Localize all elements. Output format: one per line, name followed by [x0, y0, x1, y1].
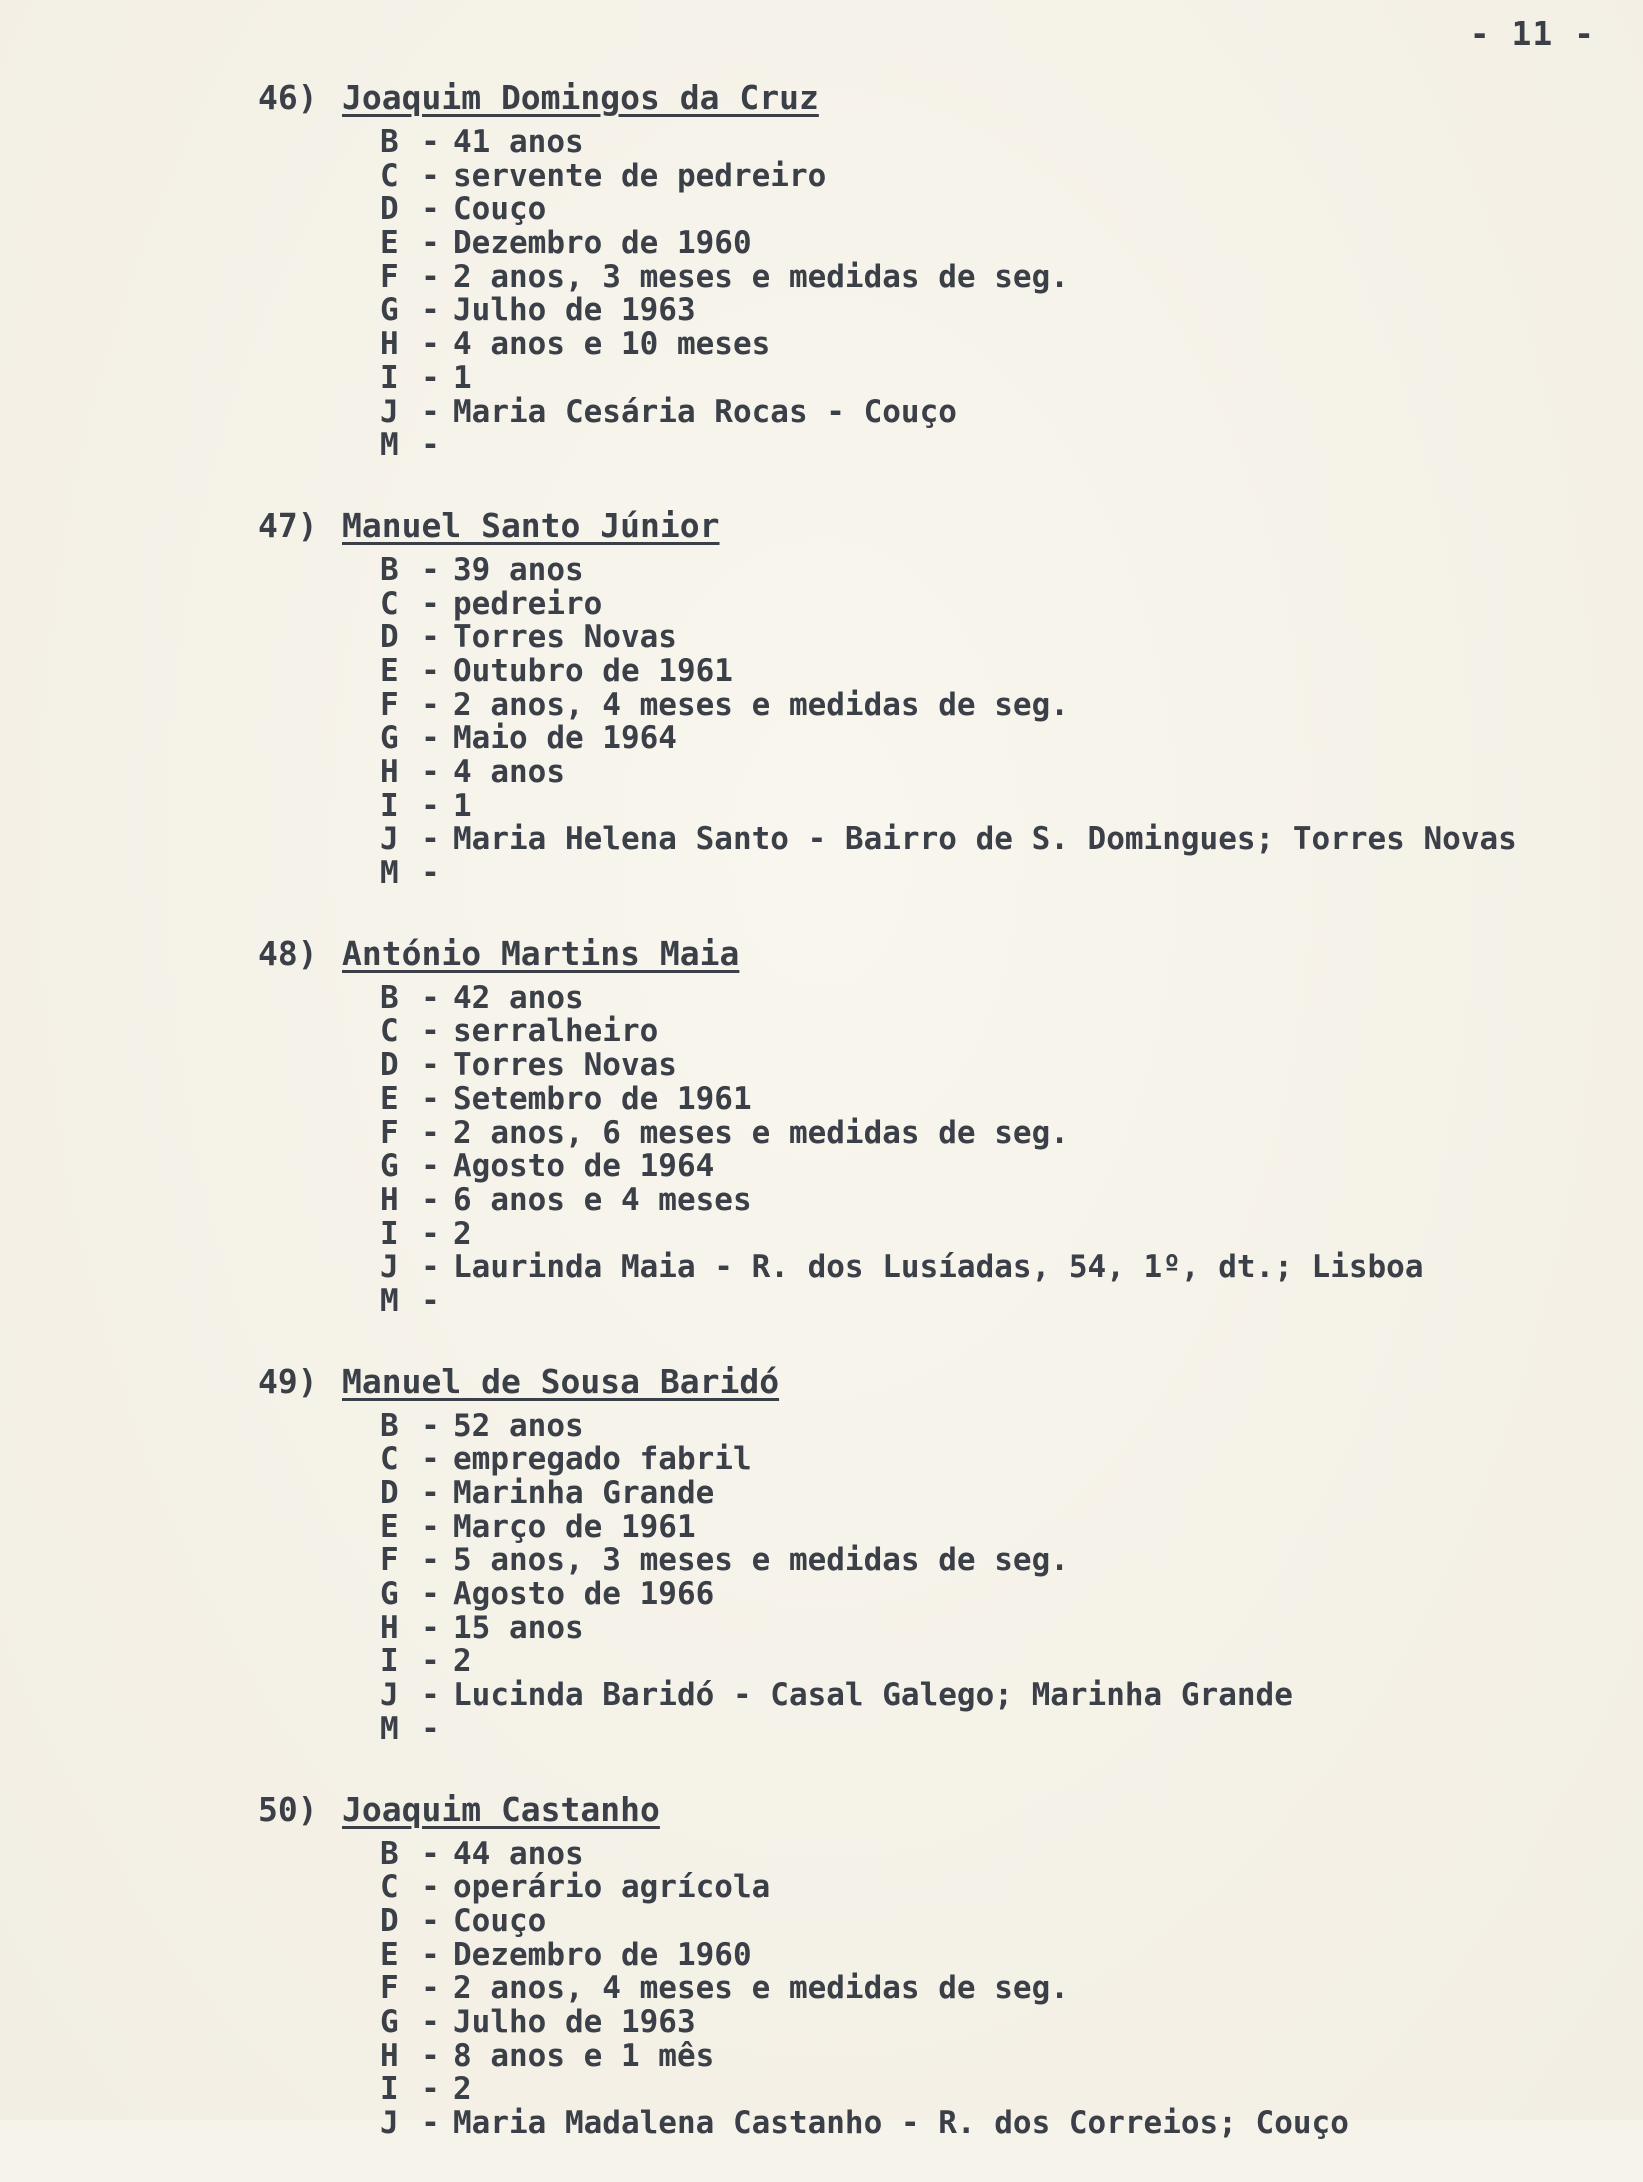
field-value: 4 anos e 10 meses	[453, 326, 771, 363]
field-row	[380, 722, 1517, 756]
field-letter: D	[380, 619, 399, 656]
field-dash: -	[421, 1643, 440, 1680]
field-dash: -	[421, 157, 440, 194]
entry-number: 47)	[258, 505, 318, 545]
field-dash: -	[421, 1114, 440, 1151]
entry-list	[0, 76, 1517, 2182]
field-letter: I	[380, 1215, 399, 1252]
field-dash: -	[421, 619, 440, 656]
field-value: 2	[453, 2071, 472, 2108]
field-letter: M	[380, 427, 399, 464]
field-letter: J	[380, 1249, 399, 1286]
field-value: 2 anos, 4 meses e medidas de seg.	[453, 1970, 1069, 2007]
field-row	[380, 1679, 1517, 1713]
field-dash: -	[421, 1407, 440, 1444]
entry-number: 46)	[258, 78, 318, 117]
field-row	[380, 621, 1517, 655]
field-row	[380, 2073, 1517, 2107]
field-row	[380, 979, 1517, 1016]
field-value: Maria Helena Santo - Bairro de S. Domingues; Torres Novas	[453, 821, 1517, 858]
entry-fields	[0, 979, 1517, 1319]
field-value: Agosto de 1966	[453, 1576, 715, 1613]
field-row	[380, 359, 1517, 396]
entry	[0, 504, 1517, 891]
field-value: serralheiro	[453, 1013, 659, 1050]
field-letter: G	[380, 1576, 399, 1613]
field-value: 52 anos	[453, 1407, 584, 1444]
field-row	[380, 328, 1517, 362]
field-row	[380, 1215, 1517, 1252]
field-dash: -	[421, 754, 440, 790]
field-dash: -	[421, 1013, 440, 1050]
field-row	[380, 1477, 1517, 1511]
field-dash: -	[421, 787, 440, 824]
field-row	[380, 193, 1517, 227]
field-row	[380, 393, 1517, 430]
entry-heading	[0, 1788, 1517, 1832]
field-letter: D	[380, 1047, 399, 1084]
field-value: 2	[453, 1215, 472, 1252]
field-dash: -	[421, 720, 440, 757]
field-value: Outubro de 1961	[453, 652, 733, 689]
field-row	[380, 1407, 1517, 1444]
field-value: 2 anos, 6 meses e medidas de seg.	[453, 1114, 1069, 1151]
field-row	[380, 258, 1517, 295]
entry	[0, 1788, 1517, 2141]
field-letter: G	[380, 1148, 399, 1185]
field-row	[380, 756, 1517, 790]
field-dash: -	[421, 191, 440, 228]
entry-name: Manuel Santo Júnior	[342, 505, 720, 545]
field-value: Couço	[453, 191, 547, 228]
field-letter: C	[380, 1013, 399, 1050]
entry-fields	[0, 126, 1517, 463]
entry-heading	[0, 76, 1517, 120]
field-letter: E	[380, 1080, 399, 1117]
field-value: Julho de 1963	[453, 2003, 696, 2040]
field-row	[380, 1150, 1517, 1184]
field-dash: -	[421, 359, 440, 396]
field-dash: -	[421, 1576, 440, 1613]
field-dash: -	[421, 585, 440, 622]
field-dash: -	[421, 2071, 440, 2108]
field-letter: F	[380, 258, 399, 295]
field-dash: -	[421, 2037, 440, 2074]
field-letter: J	[380, 1677, 399, 1714]
field-letter: M	[380, 1710, 399, 1747]
field-dash: -	[421, 1936, 440, 1973]
field-value: 2 anos, 3 meses e medidas de seg.	[453, 258, 1069, 295]
field-row	[380, 1251, 1517, 1285]
field-row	[380, 126, 1517, 160]
field-row	[380, 823, 1517, 857]
field-row	[380, 294, 1517, 328]
field-row	[380, 1578, 1517, 1612]
field-value: servente de pedreiro	[453, 157, 827, 194]
entry-number: 49)	[258, 1361, 318, 1401]
field-row	[380, 1871, 1517, 1905]
entry	[0, 76, 1517, 463]
field-row	[380, 1181, 1517, 1218]
field-dash: -	[421, 1869, 440, 1906]
field-letter: I	[380, 2071, 399, 2108]
field-letter: H	[380, 1181, 399, 1218]
field-row	[380, 1972, 1517, 2006]
field-letter: H	[380, 326, 399, 363]
field-row	[380, 1508, 1517, 1545]
entry-name: António Martins Maia	[342, 933, 740, 973]
field-row	[380, 652, 1517, 689]
field-row	[380, 787, 1517, 824]
field-letter: H	[380, 754, 399, 790]
field-value: Março de 1961	[453, 1508, 696, 1545]
field-row	[380, 1049, 1517, 1083]
field-letter: D	[380, 1902, 399, 1939]
field-dash: -	[421, 1609, 440, 1646]
field-letter: B	[380, 1407, 399, 1444]
field-value: Agosto de 1964	[453, 1148, 715, 1185]
field-letter: D	[380, 1475, 399, 1511]
field-dash: -	[421, 1508, 440, 1545]
field-dash: -	[421, 258, 440, 295]
field-letter: G	[380, 720, 399, 757]
field-value: Dezembro de 1960	[453, 1936, 752, 1973]
field-value: 41 anos	[453, 124, 584, 160]
field-value: 4 anos	[453, 754, 565, 790]
field-row	[380, 1710, 1517, 1747]
field-dash: -	[421, 1902, 440, 1939]
field-row	[380, 1015, 1517, 1049]
field-dash: -	[421, 326, 440, 363]
field-dash: -	[421, 551, 440, 588]
field-dash: -	[421, 979, 440, 1016]
field-value: empregado fabril	[453, 1441, 752, 1478]
field-value: Torres Novas	[453, 1047, 677, 1084]
field-dash: -	[421, 1047, 440, 1084]
field-value: 2 anos, 4 meses e medidas de seg.	[453, 686, 1069, 723]
field-letter: F	[380, 1114, 399, 1151]
field-dash: -	[421, 1970, 440, 2007]
field-row	[380, 551, 1517, 588]
field-row	[380, 1080, 1517, 1117]
entry-number: 50)	[258, 1789, 318, 1829]
entry-name: Joaquim Castanho	[342, 1789, 660, 1829]
field-row	[380, 857, 1517, 891]
field-letter: E	[380, 1936, 399, 1973]
field-value: Dezembro de 1960	[453, 225, 752, 262]
field-value: 1	[453, 359, 472, 396]
page-number: - 11 -	[1469, 14, 1595, 53]
entry-number: 48)	[258, 933, 318, 973]
field-row	[380, 429, 1517, 463]
field-letter: B	[380, 979, 399, 1016]
field-letter: B	[380, 551, 399, 588]
field-value: 1	[453, 787, 472, 824]
field-letter: B	[380, 124, 399, 160]
field-dash: -	[421, 1249, 440, 1286]
field-dash: -	[421, 225, 440, 262]
field-value: Julho de 1963	[453, 292, 696, 329]
field-dash: -	[421, 821, 440, 858]
field-value: 6 anos e 4 meses	[453, 1181, 752, 1218]
field-value: 8 anos e 1 mês	[453, 2037, 715, 2074]
field-row	[380, 2003, 1517, 2040]
field-letter: C	[380, 1441, 399, 1478]
field-row	[380, 227, 1517, 261]
field-row	[380, 1544, 1517, 1578]
entry-name: Manuel de Sousa Baridó	[342, 1361, 780, 1401]
field-letter: E	[380, 225, 399, 262]
field-letter: C	[380, 157, 399, 194]
entry-name: Joaquim Domingos da Cruz	[342, 78, 819, 117]
field-dash: -	[421, 855, 440, 892]
field-letter: I	[380, 359, 399, 396]
field-dash: -	[421, 1441, 440, 1478]
field-letter: D	[380, 191, 399, 228]
entry	[0, 1360, 1517, 1747]
field-value: 15 anos	[453, 1609, 584, 1646]
field-dash: -	[421, 1181, 440, 1218]
field-letter: M	[380, 1282, 399, 1319]
field-value: Torres Novas	[453, 619, 677, 656]
field-row	[380, 1835, 1517, 1872]
field-dash: -	[421, 686, 440, 723]
field-value: Maria Cesária Rocas - Couço	[453, 393, 957, 430]
field-dash: -	[421, 1677, 440, 1714]
field-row	[380, 686, 1517, 723]
field-letter: G	[380, 292, 399, 329]
field-dash: -	[421, 1475, 440, 1511]
field-letter: H	[380, 1609, 399, 1646]
entry-fields	[0, 1407, 1517, 1747]
field-dash: -	[421, 2003, 440, 2040]
field-value: Maria Madalena Castanho - R. dos Correios; Couço	[453, 2105, 1349, 2141]
field-letter: J	[380, 821, 399, 858]
field-value: 2	[453, 1643, 472, 1680]
field-letter: G	[380, 2003, 399, 2040]
entry-heading	[0, 1360, 1517, 1404]
field-row	[380, 1609, 1517, 1646]
entry	[0, 932, 1517, 1319]
field-letter: B	[380, 1835, 399, 1872]
field-value: Lucinda Baridó - Casal Galego; Marinha Grande	[453, 1677, 1293, 1714]
field-value: Setembro de 1961	[453, 1080, 752, 1117]
field-letter: F	[380, 686, 399, 723]
entry-fields	[0, 551, 1517, 892]
field-letter: M	[380, 855, 399, 892]
field-value: Couço	[453, 1902, 547, 1939]
field-row	[380, 1936, 1517, 1973]
field-row	[380, 1645, 1517, 1679]
field-value: 5 anos, 3 meses e medidas de seg.	[453, 1542, 1069, 1579]
field-row	[380, 1114, 1517, 1151]
field-value: pedreiro	[453, 585, 603, 622]
field-letter: I	[380, 1643, 399, 1680]
entry-heading	[0, 932, 1517, 976]
field-dash: -	[421, 1148, 440, 1185]
field-letter: C	[380, 1869, 399, 1906]
field-value: Maio de 1964	[453, 720, 677, 757]
field-row	[380, 2107, 1517, 2141]
field-dash: -	[421, 1215, 440, 1252]
field-dash: -	[421, 427, 440, 464]
field-dash: -	[421, 124, 440, 160]
field-value: 44 anos	[453, 1835, 584, 1872]
field-row	[380, 1443, 1517, 1477]
field-dash: -	[421, 393, 440, 430]
entry-heading	[0, 504, 1517, 548]
field-dash: -	[421, 2105, 440, 2141]
field-letter: E	[380, 1508, 399, 1545]
entry-fields	[0, 1835, 1517, 2141]
field-value: Laurinda Maia - R. dos Lusíadas, 54, 1º, dt.; Lisboa	[453, 1249, 1424, 1286]
field-value: 42 anos	[453, 979, 584, 1016]
field-value: 39 anos	[453, 551, 584, 588]
field-row	[380, 585, 1517, 622]
field-value: Marinha Grande	[453, 1475, 715, 1511]
field-dash: -	[421, 292, 440, 329]
field-row	[380, 1902, 1517, 1939]
field-letter: F	[380, 1542, 399, 1579]
field-row	[380, 2037, 1517, 2074]
field-letter: C	[380, 585, 399, 622]
field-dash: -	[421, 1080, 440, 1117]
field-letter: E	[380, 652, 399, 689]
field-letter: J	[380, 2105, 399, 2141]
field-dash: -	[421, 1710, 440, 1747]
field-dash: -	[421, 1835, 440, 1872]
field-letter: I	[380, 787, 399, 824]
field-dash: -	[421, 1542, 440, 1579]
field-letter: F	[380, 1970, 399, 2007]
field-letter: H	[380, 2037, 399, 2074]
field-letter: J	[380, 393, 399, 430]
field-value: operário agrícola	[453, 1869, 771, 1906]
field-row	[380, 1282, 1517, 1319]
field-dash: -	[421, 1282, 440, 1319]
field-dash: -	[421, 652, 440, 689]
field-row	[380, 157, 1517, 194]
